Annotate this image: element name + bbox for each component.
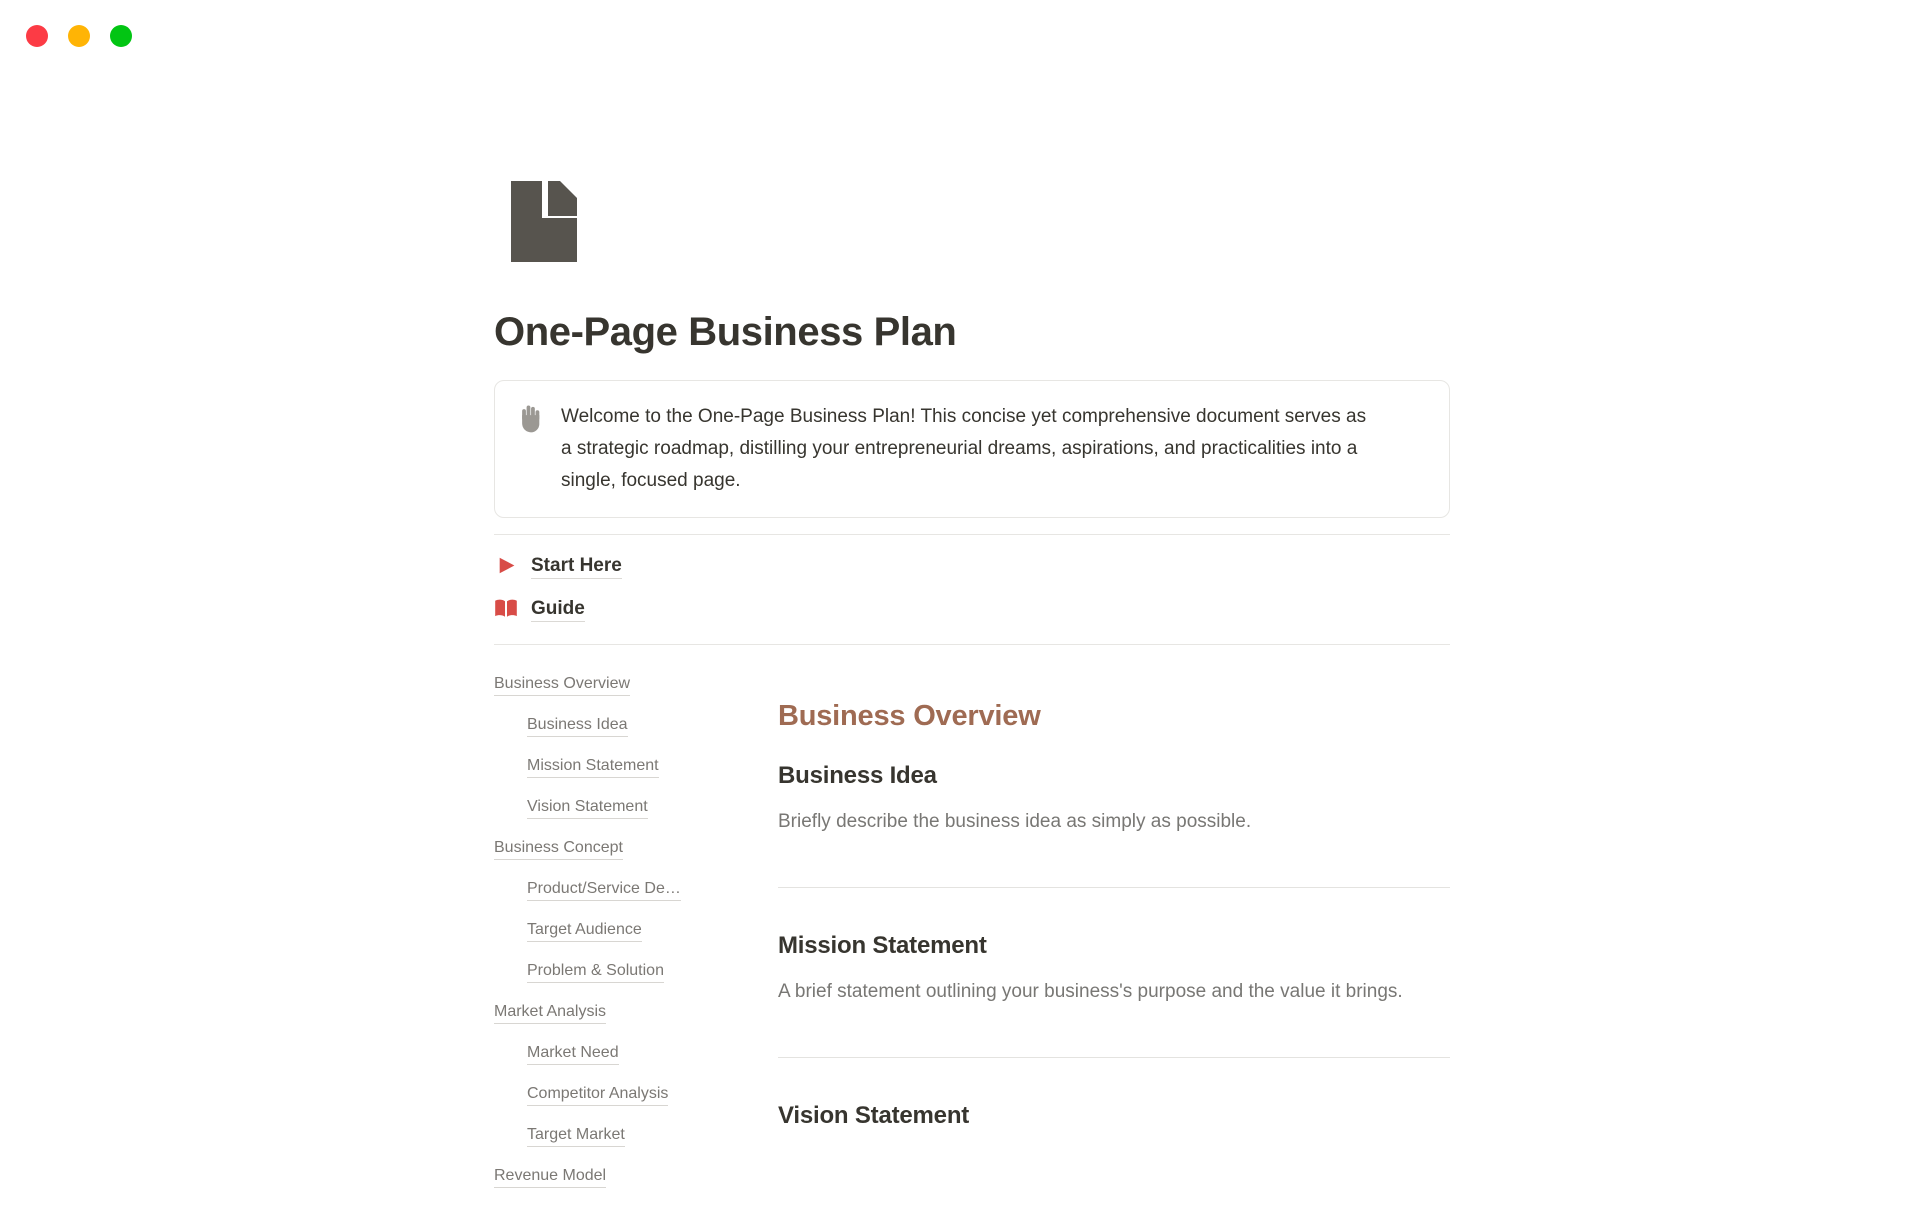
toc-item-business-concept — [494, 837, 778, 878]
minimize-window-button[interactable] — [68, 25, 90, 47]
toc-link[interactable]: Competitor Analysis — [527, 1083, 668, 1106]
subsection-title: Mission Statement — [778, 932, 987, 959]
toc-item-mission-statement — [494, 755, 778, 796]
table-of-contents — [494, 673, 778, 1206]
toc-link[interactable]: Business Idea — [527, 714, 628, 737]
document-icon[interactable] — [511, 181, 577, 262]
page-title: One-Page Business Plan — [494, 310, 957, 354]
window-controls — [26, 25, 132, 47]
subsection-title: Vision Statement — [778, 1102, 970, 1129]
subsection-business-idea — [778, 760, 1450, 839]
subsection-vision-statement — [778, 1100, 1450, 1132]
toc-item-vision-statement — [494, 796, 778, 837]
toc-link[interactable]: Target Audience — [527, 919, 642, 942]
toc-link[interactable]: Business Overview — [494, 673, 630, 696]
toc-link[interactable]: Product/Service De… — [527, 878, 681, 901]
toc-item-market-need — [494, 1042, 778, 1083]
toc-item-competitor-analysis — [494, 1083, 778, 1124]
open-book-icon — [494, 598, 518, 619]
raised-hand-icon — [519, 404, 544, 433]
subsection-description: A brief statement outlining your business's purpose and the value it brings. — [778, 981, 1403, 1002]
toc-link[interactable]: Market Need — [527, 1042, 619, 1065]
zoom-window-button[interactable] — [110, 25, 132, 47]
toc-item-product-service — [494, 878, 778, 919]
callout-block — [494, 380, 1450, 518]
toc-link[interactable]: Revenue Model — [494, 1165, 606, 1188]
content-columns — [494, 673, 1450, 1206]
subsection-mission-statement — [778, 930, 1450, 1009]
subsection-title: Business Idea — [778, 762, 937, 789]
notion-page — [494, 0, 1450, 1206]
toc-link[interactable]: Target Market — [527, 1124, 625, 1147]
toc-item-business-idea — [494, 714, 778, 755]
link-label[interactable]: Guide — [531, 596, 585, 622]
link-guide[interactable] — [494, 587, 1450, 630]
divider — [494, 644, 1450, 645]
toc-link[interactable]: Problem & Solution — [527, 960, 664, 983]
callout-text: Welcome to the One-Page Business Plan! This concise yet comprehensive document serves as a strategic roadmap, distilling your entrepreneurial dreams, aspirations, and practicalities into a single, focused page. — [561, 406, 1367, 491]
toc-item-problem-solution — [494, 960, 778, 1001]
toc-link[interactable]: Business Concept — [494, 837, 623, 860]
toc-link[interactable]: Market Analysis — [494, 1001, 606, 1024]
toc-link[interactable]: Vision Statement — [527, 796, 648, 819]
divider — [778, 887, 1450, 888]
subsection-description: Briefly describe the business idea as simply as possible. — [778, 811, 1252, 832]
toc-item-target-audience — [494, 919, 778, 960]
section-heading-business-overview: Business Overview — [778, 700, 1041, 732]
toc-item-business-overview — [494, 673, 778, 714]
quick-links — [494, 535, 1450, 638]
toc-item-target-market — [494, 1124, 778, 1165]
link-start-here[interactable] — [494, 544, 1450, 587]
toc-item-market-analysis — [494, 1001, 778, 1042]
main-content — [778, 673, 1450, 1206]
link-label[interactable]: Start Here — [531, 553, 622, 579]
close-window-button[interactable] — [26, 25, 48, 47]
play-icon — [494, 555, 518, 576]
toc-link[interactable]: Mission Statement — [527, 755, 659, 778]
divider — [778, 1057, 1450, 1058]
